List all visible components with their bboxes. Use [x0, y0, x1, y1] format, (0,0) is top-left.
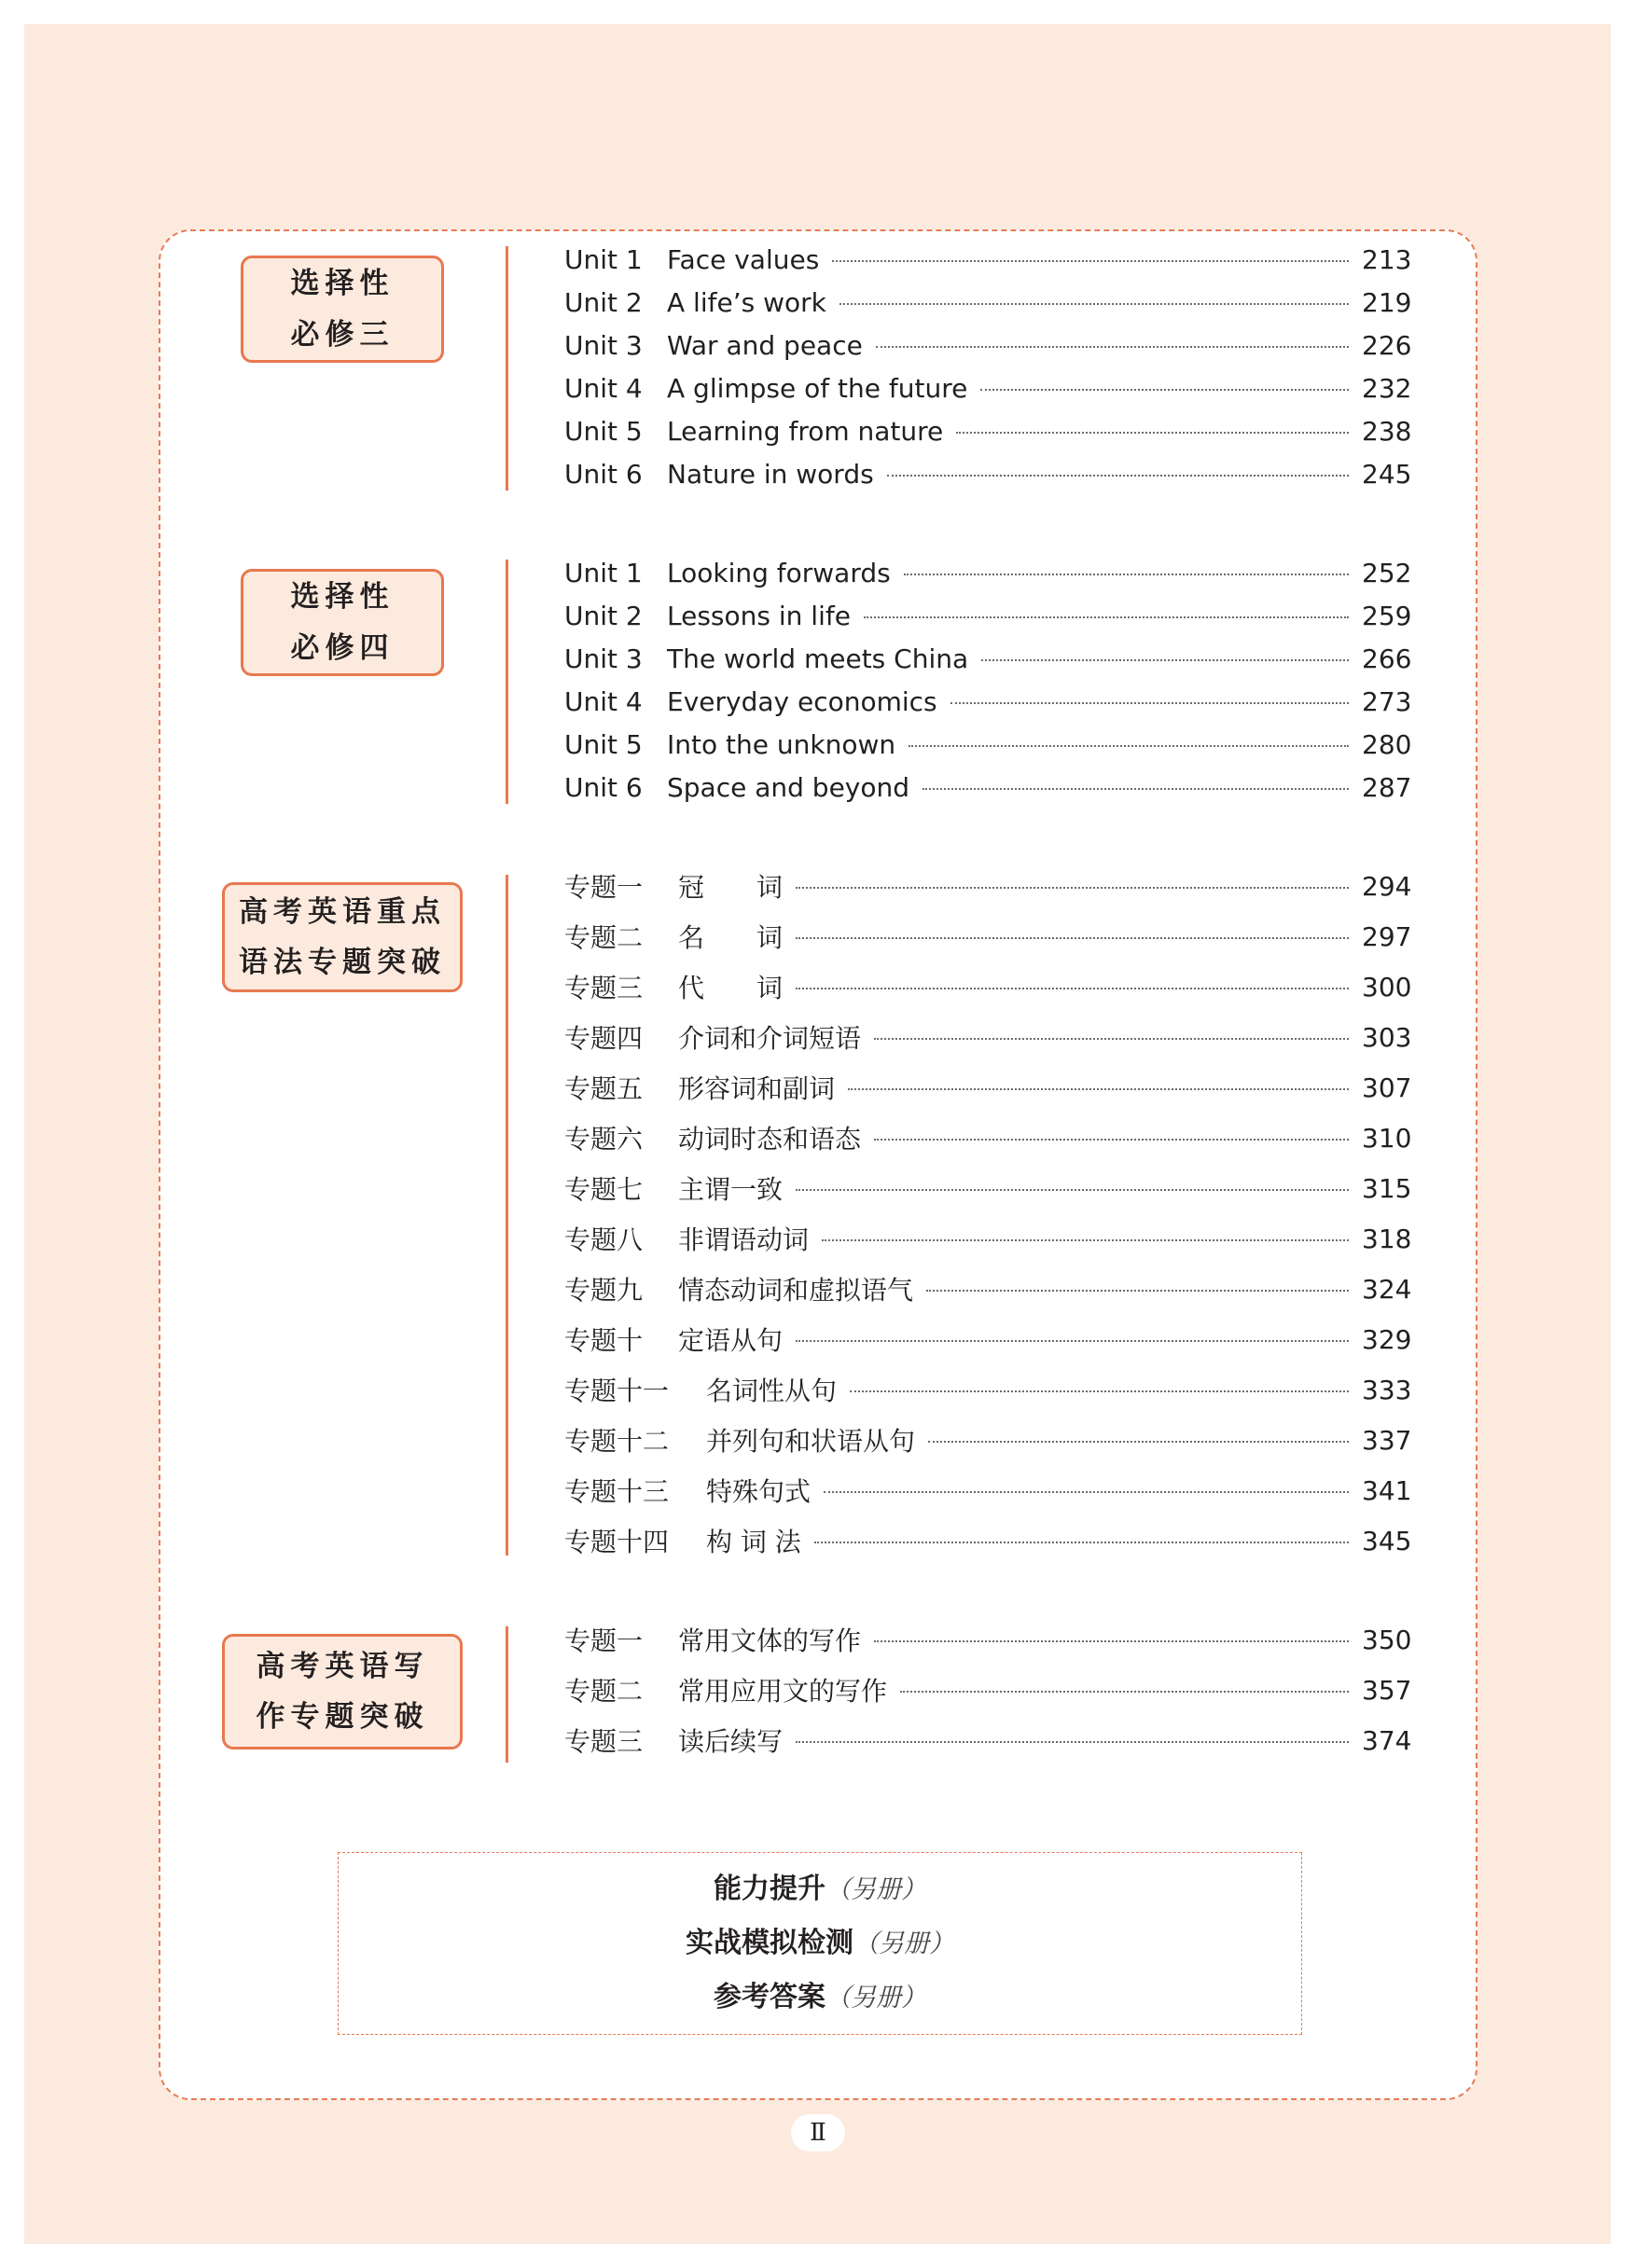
page-number: 226 [1362, 329, 1412, 361]
page-number: 245 [1362, 458, 1412, 490]
topic-title: 形容词和副词 [678, 1073, 836, 1104]
unit-number: Unit 3 [564, 643, 643, 674]
topic-number: 专题十二 [564, 1426, 670, 1457]
unit-number: Unit 6 [564, 458, 643, 490]
topic-number: 专题五 [564, 1073, 644, 1104]
unit-title: Face values [667, 243, 820, 275]
toc-entry[interactable] [564, 284, 1412, 321]
page-number: 303 [1362, 1021, 1412, 1053]
page-number: 374 [1362, 1724, 1412, 1756]
topic-number: 专题四 [564, 1023, 644, 1054]
leader-dots [926, 1290, 1349, 1292]
toc-entry[interactable] [564, 326, 1412, 364]
section-label [241, 569, 444, 676]
page-number: 345 [1362, 1525, 1412, 1556]
booklet-title: 参考答案 [714, 1981, 825, 2013]
leader-dots [928, 1441, 1349, 1443]
topic-number: 专题十一 [564, 1376, 670, 1406]
toc-entry[interactable] [564, 554, 1412, 591]
unit-title: Nature in words [667, 458, 874, 490]
section-label-line: 选择性 [290, 267, 395, 301]
unit-number: Unit 1 [564, 243, 643, 275]
leader-dots [980, 389, 1349, 391]
unit-title: Looking forwards [667, 557, 891, 588]
unit-title: War and peace [667, 329, 863, 361]
topic-number: 专题九 [564, 1275, 644, 1306]
toc-entry[interactable] [564, 683, 1412, 720]
topic-title: 情态动词和虚拟语气 [678, 1275, 914, 1306]
toc-entry[interactable] [564, 1220, 1412, 1257]
booklet-entry[interactable] [686, 1916, 954, 1971]
toc-entry[interactable] [564, 455, 1412, 492]
section-label-line: 必修四 [290, 630, 395, 665]
topic-title: 构 词 法 [706, 1527, 801, 1557]
topic-number: 专题一 [564, 1625, 644, 1656]
booklet-note: （另册） [825, 1875, 926, 1904]
leader-dots [909, 745, 1349, 747]
toc-entry[interactable] [564, 1722, 1412, 1759]
unit-title: Learning from nature [667, 415, 944, 447]
unit-number: Unit 2 [564, 286, 643, 318]
section-label-line: 语法专题突破 [239, 946, 446, 979]
page-number: 273 [1362, 685, 1412, 717]
unit-number: Unit 4 [564, 372, 643, 404]
unit-number: Unit 6 [564, 771, 643, 803]
topic-title: 主谓一致 [678, 1174, 784, 1205]
topic-number: 专题二 [564, 1676, 644, 1707]
leader-dots [950, 702, 1349, 704]
page-number: 219 [1362, 286, 1412, 318]
leader-dots [814, 1542, 1349, 1543]
booklet-entry[interactable] [714, 1862, 926, 1916]
unit-number: Unit 1 [564, 557, 643, 588]
topic-title: 并列句和状语从句 [706, 1426, 916, 1457]
booklet-title: 实战模拟检测 [686, 1927, 853, 1959]
toc-entry[interactable] [564, 1169, 1412, 1207]
page-number: 341 [1362, 1474, 1412, 1506]
booklet-entry[interactable] [714, 1971, 926, 2025]
toc-entry[interactable] [564, 640, 1412, 677]
topic-title: 冠 词 [678, 872, 784, 903]
section-divider [506, 875, 508, 1556]
page-number: 329 [1362, 1323, 1412, 1355]
page-number: 238 [1362, 415, 1412, 447]
toc-entry[interactable] [564, 1472, 1412, 1509]
toc-entry[interactable] [564, 412, 1412, 449]
topic-number: 专题八 [564, 1224, 644, 1255]
leader-dots [824, 1491, 1349, 1493]
page-number: 213 [1362, 243, 1412, 275]
toc-entry[interactable] [564, 1119, 1412, 1156]
section-divider [506, 246, 508, 491]
section-label-line: 高考英语写 [256, 1649, 429, 1683]
page-number: 357 [1362, 1674, 1412, 1706]
section-divider [506, 560, 508, 804]
toc-entry[interactable] [564, 1421, 1412, 1459]
leader-dots [832, 260, 1349, 262]
leader-dots [876, 346, 1349, 348]
unit-number: Unit 3 [564, 329, 643, 361]
section-label-line: 作专题突破 [256, 1700, 429, 1734]
toc-entry[interactable] [564, 867, 1412, 905]
booklet-note: （另册） [853, 1929, 954, 1958]
unit-number: Unit 4 [564, 685, 643, 717]
unit-title: Everyday economics [667, 685, 937, 717]
unit-title: Space and beyond [667, 771, 910, 803]
page-number: 280 [1362, 728, 1412, 760]
leader-dots [796, 887, 1349, 889]
section-label-line: 选择性 [290, 580, 395, 615]
leader-dots [796, 1340, 1349, 1342]
page-number: 287 [1362, 771, 1412, 803]
page-number-footer: Ⅱ [791, 2114, 845, 2151]
table-of-contents [159, 229, 1477, 2100]
topic-number: 专题十 [564, 1325, 644, 1356]
page-number: 310 [1362, 1122, 1412, 1154]
unit-title: The world meets China [667, 643, 969, 674]
topic-number: 专题二 [564, 922, 644, 953]
booklet-title: 能力提升 [714, 1873, 825, 1905]
section-label [222, 1634, 463, 1749]
topic-number: 专题三 [564, 1726, 644, 1757]
leader-dots [956, 432, 1349, 434]
section-divider [506, 1626, 508, 1763]
section-label-line: 必修三 [290, 317, 395, 352]
leader-dots [796, 988, 1349, 989]
topic-number: 专题十三 [564, 1476, 670, 1507]
toc-entry[interactable] [564, 1371, 1412, 1408]
toc-entry[interactable] [564, 918, 1412, 955]
page-number: 252 [1362, 557, 1412, 588]
toc-entry[interactable] [564, 597, 1412, 634]
section-label-line: 高考英语重点 [239, 894, 446, 929]
leader-dots [981, 659, 1349, 661]
leader-dots [887, 475, 1349, 477]
topic-title: 介词和介词短语 [678, 1023, 862, 1054]
section-label [222, 882, 463, 992]
topic-number: 专题十四 [564, 1527, 670, 1557]
page-number: 333 [1362, 1374, 1412, 1405]
page-number: 266 [1362, 643, 1412, 674]
topic-title: 名 词 [678, 922, 784, 953]
unit-number: Unit 5 [564, 415, 643, 447]
unit-number: Unit 5 [564, 728, 643, 760]
leader-dots [874, 1038, 1349, 1040]
page-number: 294 [1362, 870, 1412, 902]
toc-entry[interactable] [564, 241, 1412, 278]
topic-number: 专题三 [564, 973, 644, 1003]
page-number: 315 [1362, 1172, 1412, 1204]
leader-dots [796, 1189, 1349, 1191]
leader-dots [874, 1640, 1349, 1642]
topic-title: 定语从句 [678, 1325, 784, 1356]
unit-title: Lessons in life [667, 600, 851, 631]
leader-dots [923, 788, 1349, 790]
page-number: 318 [1362, 1223, 1412, 1254]
page-number: 324 [1362, 1273, 1412, 1305]
booklet-note: （另册） [825, 1984, 926, 2012]
unit-number: Unit 2 [564, 600, 643, 631]
page-number: 297 [1362, 920, 1412, 952]
toc-entry[interactable] [564, 1069, 1412, 1106]
topic-title: 代 词 [678, 973, 784, 1003]
topic-title: 常用文体的写作 [678, 1625, 862, 1656]
page-number: 307 [1362, 1072, 1412, 1103]
topic-number: 专题一 [564, 872, 644, 903]
toc-entry[interactable] [564, 1018, 1412, 1056]
topic-title: 常用应用文的写作 [678, 1676, 888, 1707]
leader-dots [839, 303, 1349, 305]
unit-title: Into the unknown [667, 728, 896, 760]
toc-entry[interactable] [564, 369, 1412, 407]
toc-entry[interactable] [564, 1522, 1412, 1559]
topic-title: 非谓语动词 [678, 1224, 810, 1255]
unit-title: A life’s work [667, 286, 826, 318]
page-number: 259 [1362, 600, 1412, 631]
unit-title: A glimpse of the future [667, 372, 968, 404]
toc-entry[interactable] [564, 768, 1412, 806]
toc-entry[interactable] [564, 1671, 1412, 1708]
leader-dots [904, 574, 1349, 575]
toc-entry[interactable] [564, 1621, 1412, 1658]
leader-dots [796, 1741, 1349, 1743]
toc-entry[interactable] [564, 726, 1412, 763]
topic-number: 专题七 [564, 1174, 644, 1205]
leader-dots [822, 1239, 1349, 1241]
toc-entry[interactable] [564, 1321, 1412, 1358]
leader-dots [874, 1139, 1349, 1141]
page-number: 350 [1362, 1624, 1412, 1655]
topic-title: 名词性从句 [706, 1376, 838, 1406]
section-label [241, 256, 444, 363]
toc-entry[interactable] [564, 1270, 1412, 1307]
leader-dots [864, 616, 1349, 618]
page-number: 337 [1362, 1424, 1412, 1456]
topic-title: 读后续写 [678, 1726, 784, 1757]
leader-dots [796, 937, 1349, 939]
leader-dots [850, 1390, 1349, 1392]
page-number: 232 [1362, 372, 1412, 404]
separate-booklets [338, 1852, 1302, 2035]
leader-dots [900, 1691, 1349, 1693]
toc-entry[interactable] [564, 968, 1412, 1005]
page-number: 300 [1362, 971, 1412, 1003]
topic-number: 专题六 [564, 1124, 644, 1155]
topic-title: 特殊句式 [706, 1476, 812, 1507]
leader-dots [848, 1088, 1349, 1090]
topic-title: 动词时态和语态 [678, 1124, 862, 1155]
